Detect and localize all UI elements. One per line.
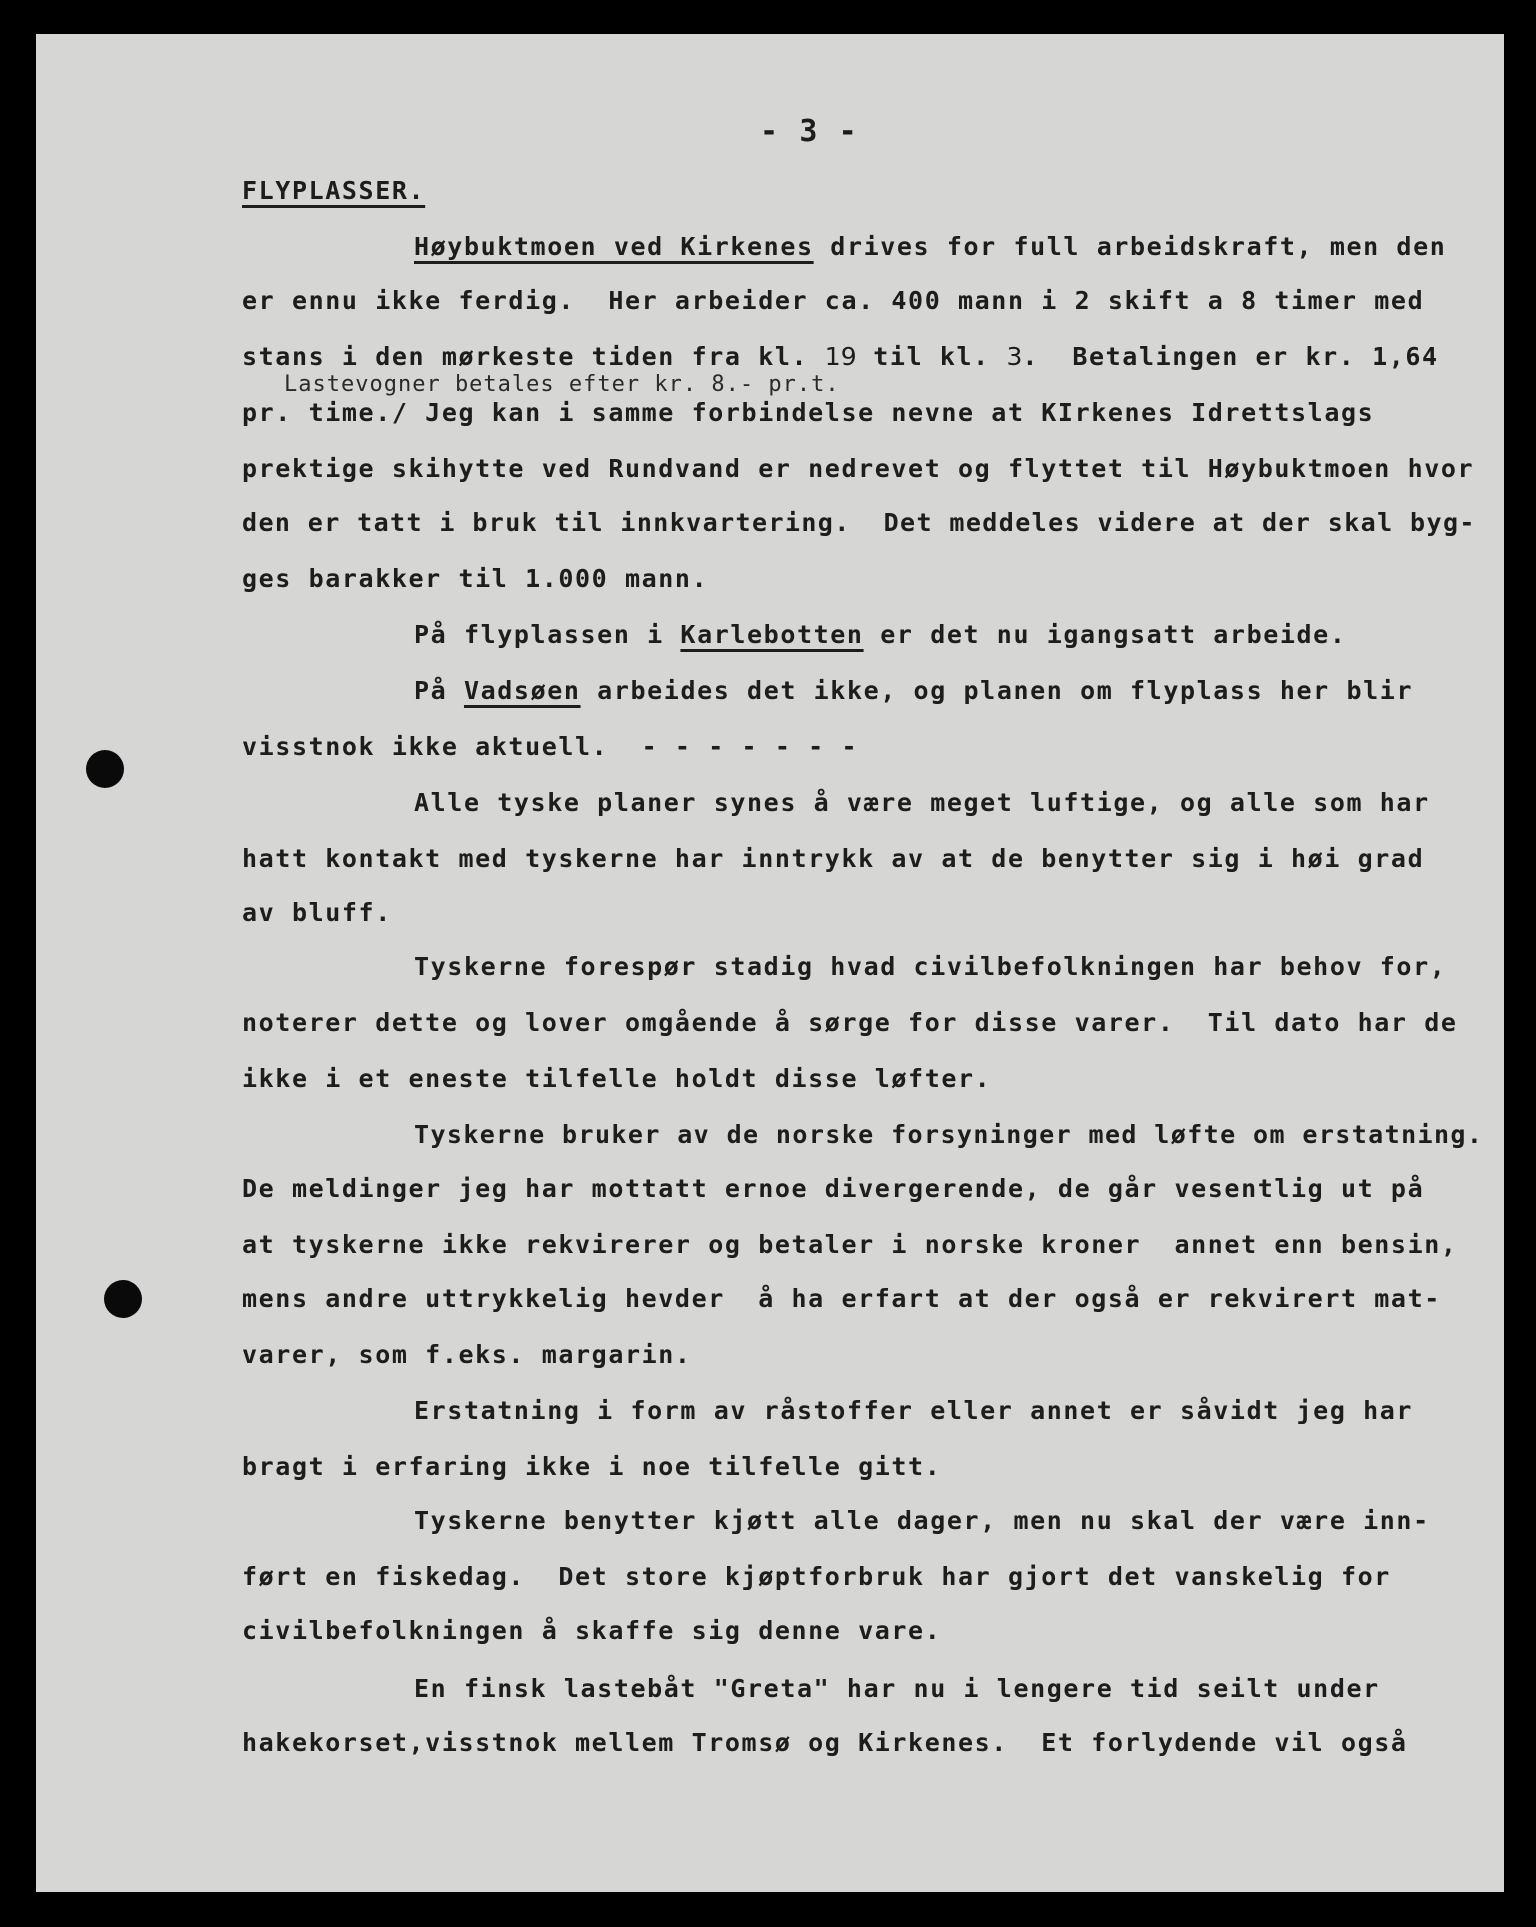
paragraph-line: Alle tyske planer synes å være meget luftige, og alle som har: [414, 788, 1430, 817]
handwritten-number: 19: [824, 342, 857, 371]
paragraph-line: den er tatt i bruk til innkvartering. Det meddeles videre at der skal byg-: [242, 508, 1476, 537]
paragraph-line: av bluff.: [242, 898, 392, 927]
page-number: - 3 -: [760, 114, 859, 149]
paragraph-line: De meldinger jeg har mottatt ernoe divergerende, de går vesentlig ut på: [242, 1174, 1425, 1203]
paragraph-line: varer, som f.eks. margarin.: [242, 1340, 692, 1369]
paragraph-line: På flyplassen i Karlebotten er det nu igangsatt arbeide.: [414, 620, 1347, 649]
paragraph-line: En finsk lastebåt "Greta" har nu i lengere tid seilt under: [414, 1674, 1380, 1703]
underlined-place: Karlebotten: [680, 620, 864, 649]
paragraph-line: bragt i erfaring ikke i noe tilfelle gitt.: [242, 1452, 942, 1481]
section-heading: FLYPLASSER.: [242, 176, 426, 205]
document-page: [36, 34, 1504, 1892]
paragraph-line: noterer dette og lover omgående å sørge for disse varer. Til dato har de: [242, 1008, 1458, 1037]
paragraph-line: stans i den mørkeste tiden fra kl. 19 til kl. 3. Betalingen er kr. 1,64: [242, 342, 1439, 371]
paragraph-line: Tyskerne bruker av de norske forsyninger med løfte om erstatning.: [414, 1120, 1484, 1149]
paragraph-line: På Vadsøen arbeides det ikke, og planen om flyplass her blir: [414, 676, 1414, 705]
paragraph-line: Høybuktmoen ved Kirkenes drives for full arbeidskraft, men den: [414, 232, 1447, 261]
paragraph-line: prektige skihytte ved Rundvand er nedrevet og flyttet til Høybuktmoen hvor: [242, 454, 1475, 483]
paragraph-line: pr. time./ Jeg kan i samme forbindelse nevne at KIrkenes Idrettslags: [242, 398, 1375, 427]
punch-hole-top: [86, 750, 124, 788]
handwritten-number: 3: [1006, 342, 1023, 371]
paragraph-line: hatt kontakt med tyskerne har inntrykk av at de benytter sig i høi grad: [242, 844, 1425, 873]
paragraph-line: hakekorset,visstnok mellem Tromsø og Kirkenes. Et forlydende vil også: [242, 1728, 1408, 1757]
paragraph-line: at tyskerne ikke rekvirerer og betaler i norske kroner annet enn bensin,: [242, 1230, 1458, 1259]
underlined-place: Vadsøen: [463, 676, 581, 705]
paragraph-line: visstnok ikke aktuell. - - - - - - -: [242, 732, 859, 761]
punch-hole-bottom: [104, 1280, 142, 1318]
paragraph-line: ikke i et eneste tilfelle holdt disse løfter.: [242, 1064, 992, 1093]
paragraph-line: Tyskerne forespør stadig hvad civilbefolkningen har behov for,: [414, 952, 1447, 981]
underlined-place: Høybuktmoen ved Kirkenes: [414, 232, 814, 261]
inserted-note: Lastevogner betales efter kr. 8.- pr.t.: [284, 372, 840, 397]
paragraph-line: er ennu ikke ferdig. Her arbeider ca. 400 mann i 2 skift a 8 timer med: [242, 286, 1425, 315]
paragraph-line: Erstatning i form av råstoffer eller annet er såvidt jeg har: [414, 1396, 1414, 1425]
paragraph-line: mens andre uttrykkelig hevder å ha erfart at der også er rekvirert mat-: [242, 1284, 1441, 1313]
paragraph-line: Tyskerne benytter kjøtt alle dager, men nu skal der være inn-: [414, 1506, 1430, 1535]
paragraph-line: civilbefolkningen å skaffe sig denne vare.: [242, 1616, 942, 1645]
paragraph-line: ført en fiskedag. Det store kjøptforbruk har gjort det vanskelig for: [242, 1562, 1391, 1591]
paragraph-line: ges barakker til 1.000 mann.: [242, 564, 709, 593]
